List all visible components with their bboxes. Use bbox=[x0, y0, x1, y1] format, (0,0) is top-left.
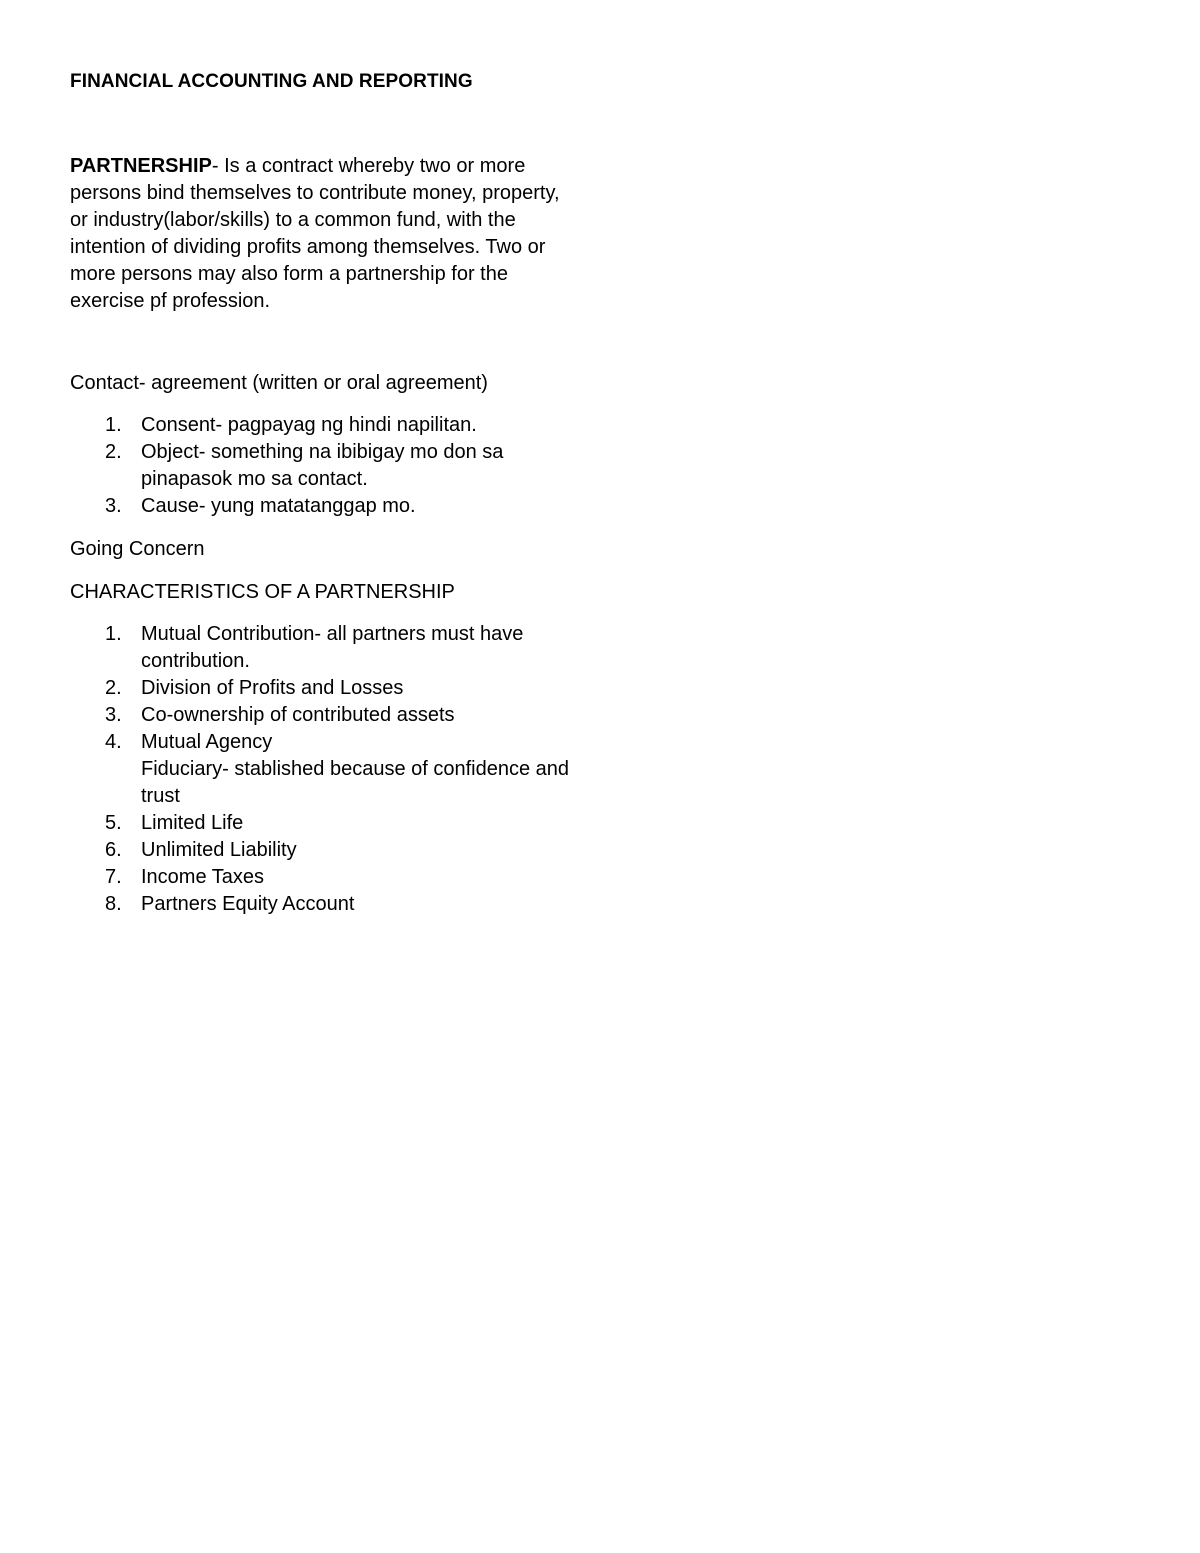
list-item bbox=[70, 864, 570, 891]
list-number: 2. bbox=[105, 677, 122, 699]
list-item bbox=[70, 493, 570, 520]
list-number: 8. bbox=[105, 893, 122, 915]
list-item-text: Income Taxes bbox=[141, 866, 265, 888]
list-item-text: Partners Equity Account bbox=[141, 893, 355, 915]
list-item-text: Cause- yung matatanggap mo. bbox=[141, 495, 416, 517]
list-number: 5. bbox=[105, 812, 122, 834]
list-number: 1. bbox=[105, 414, 122, 436]
list-item bbox=[70, 810, 570, 837]
list-item-text: Co-ownership of contributed assets bbox=[141, 704, 455, 726]
document-title: FINANCIAL ACCOUNTING AND REPORTING bbox=[70, 71, 473, 92]
list-number: 6. bbox=[105, 839, 122, 861]
list-item bbox=[70, 702, 570, 729]
list-number: 3. bbox=[105, 704, 122, 726]
list-item-text: Mutual Agency bbox=[141, 731, 273, 753]
list-item bbox=[70, 891, 570, 918]
partnership-definition bbox=[70, 153, 570, 315]
list-number: 1. bbox=[105, 623, 122, 645]
list-item-text: Limited Life bbox=[141, 812, 244, 834]
list-item bbox=[70, 621, 570, 675]
characteristics-list bbox=[70, 621, 570, 918]
definition-text: - Is a contract whereby two or more persons bind themselves to contribute money, property, or industry(labor/skills) to a common fund, with the intention of dividing profits among themselves. Two or more persons may also form a partnership for the exercise pf profession. bbox=[70, 155, 560, 312]
list-number: 7. bbox=[105, 866, 122, 888]
list-item-text: Unlimited Liability bbox=[141, 839, 297, 861]
characteristics-heading: CHARACTERISTICS OF A PARTNERSHIP bbox=[70, 581, 455, 603]
going-concern-line: Going Concern bbox=[70, 538, 205, 560]
contract-elements-list bbox=[70, 412, 570, 520]
list-number: 4. bbox=[105, 731, 122, 753]
contact-definition: Contact- agreement (written or oral agreement) bbox=[70, 372, 488, 394]
list-item-text: Consent- pagpayag ng hindi napilitan. bbox=[141, 414, 477, 436]
list-item-text: Object- something na ibibigay mo don sa pinapasok mo sa contact. bbox=[141, 441, 504, 490]
list-item bbox=[70, 412, 570, 439]
definition-term: PARTNERSHIP bbox=[70, 155, 212, 177]
list-item bbox=[70, 439, 570, 493]
list-item bbox=[70, 675, 570, 702]
list-item-text: Division of Profits and Losses bbox=[141, 677, 404, 699]
list-number: 3. bbox=[105, 495, 122, 517]
list-number: 2. bbox=[105, 441, 122, 463]
list-item bbox=[70, 729, 570, 810]
list-item-note: Fiduciary- stablished because of confidence and trust bbox=[141, 758, 570, 807]
list-item bbox=[70, 837, 570, 864]
list-item-text: Mutual Contribution- all partners must have contribution. bbox=[141, 623, 524, 672]
document-body bbox=[70, 68, 570, 918]
